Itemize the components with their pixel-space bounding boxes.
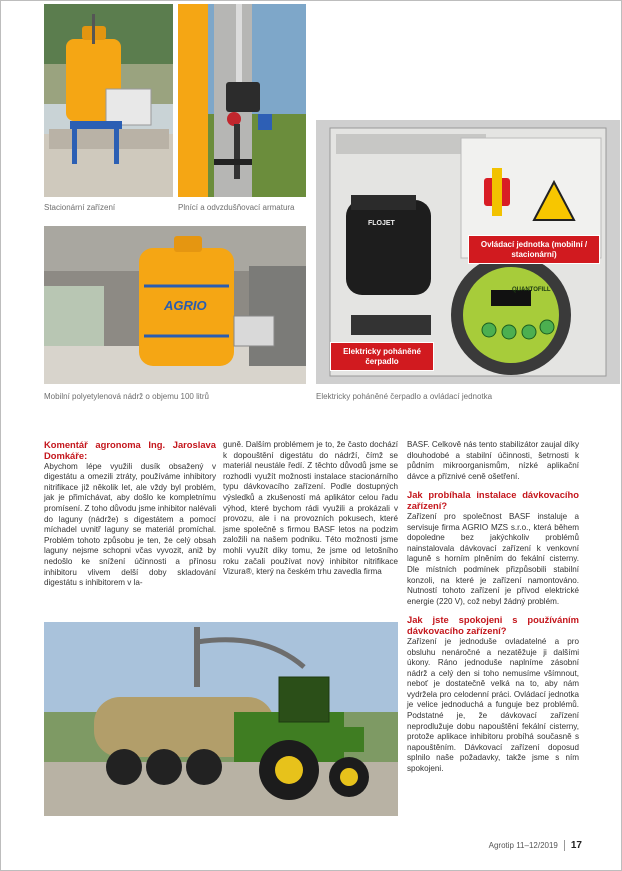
page-number: 17 (564, 840, 582, 851)
magazine-issue: Agrotip 11–12/2019 (488, 841, 558, 850)
photo-tractor (44, 622, 398, 816)
agronomist-text: Abychom lépe využili dusík obsažený v digestátu a omezili ztráty, používáme inhibitory nitrifikace již několik let, ale vždy byl problém, jak je přimíchávat, aby došlo ke kompletnímu promísení. Z toho důvodu jsme inhibitor nalévali do laguny (nádrže) s digestátem a pomocí míchadel uvnitř laguny se materiál promíchal. Problém tohoto způsobu je ten, že celý obsah laguny nejsme schopni včas vyvozit, aniž by nedošlo ke snížení účinnosti a přínosu inhibitoru vlivem delší doby skladování digestátu s inhibitorem v la- (44, 461, 216, 588)
column-3-intro: BASF. Celkově nás tento stabilizátor zaujal díky dlouhodobé a stabilní účinnosti, šetrnosti k půdním mikroorganismům, nízké aplikační dávce a příznivé ceně ošetření. (407, 440, 579, 481)
caption-mobile-tank: Mobilní polyetylenová nádrž o objemu 100 litrů (44, 392, 209, 401)
caption-pump-unit: Elektricky poháněné čerpadlo a ovládací jednotka (316, 392, 493, 401)
installation-heading: Jak probíhala instalace dávkovacího zařízení? (407, 489, 579, 512)
satisfaction-heading: Jak jste spokojeni s používáním dávkovacího zařízení? (407, 614, 579, 637)
satisfaction-text: Zařízení je jednoduše ovladatelné a pro obsluhu nenáročné a nezatěžuje ji dalšími úkony. Ráno jednoduše naplníme zásobní nádrž a celý den si toho nemusíme všímnout, neboť je dostatečně velká na to, aby nám vydržela pro celodenní práci. Ovládací jednotka je velice jednoduchá a funguje bez problémů. Podstatné je, že dávkovací zařízení neprodlužuje dobu napouštění fekální cisterny, protože aplikace inhibitoru probíhá současně s napouštěním. Dávkovací zařízení doposud splnilo naše požadavky, takže jsme s ním spokojeni. (407, 636, 579, 774)
column-2-text: guně. Dalším problémem je to, že často dochází k dopouštění digestátu do nádrží, čímž se materiál neustále ředí. Z těchto důvodů jsme se rozhodli využít možnosti instalace stacionárního typu dávkovacího zařízení. Podle dostupných výsledků a zkušeností má aplikátor celou řadu výhod, které bychom rádi využili a prokázali v provozu, ale i na provozních pokusech, které jsme společně s firmou BASF letos na podzim založili na našem podniku. Této možnosti jsme mohli využít díky tomu, že jsme od letošního roku začali používat nový inhibitor nitrifikace Vizura®, který na českém trhu zavedla firma (223, 440, 398, 577)
meter-brand-text: QUANTOFILL (512, 287, 551, 293)
caption-stationary: Stacionární zařízení (44, 203, 116, 212)
pump-brand-text: FLOJET (368, 220, 395, 227)
installation-text: Zařízení pro společnost BASF instaluje a servisuje firma AGRIO MZS s.r.o., která během dopoledne bez jakýchkoliv problémů nainstalovala dávkovací zařízení k venkovní laguně s horním plněním do fekální cisterny. Dle místních podmínek přizpůsobili stabilní konzoli, na které je zařízení namontováno. Nutností tohoto zařízení je přívod elektrické energie (220 V), což nebyl žádný problém. (407, 511, 579, 606)
article-column-1 (44, 440, 216, 589)
photo-mobile-tank (44, 226, 306, 384)
article-column-3 (407, 440, 579, 775)
photo-valve (178, 4, 306, 197)
photo-stationary (44, 4, 173, 197)
page-footer (489, 840, 582, 851)
agronomist-heading: Komentář agronoma Ing. Jaroslava Domkáře: (44, 439, 216, 461)
caption-valve: Plnící a odvzdušňovací armatura (178, 203, 295, 212)
label-control-unit: Ovládací jednotka (mobilní / stacionární) (468, 235, 600, 264)
label-pump: Elektricky poháněné čerpadlo (330, 342, 434, 371)
article-column-2 (223, 440, 398, 578)
tank-brand-text: AGRIO (164, 298, 207, 313)
